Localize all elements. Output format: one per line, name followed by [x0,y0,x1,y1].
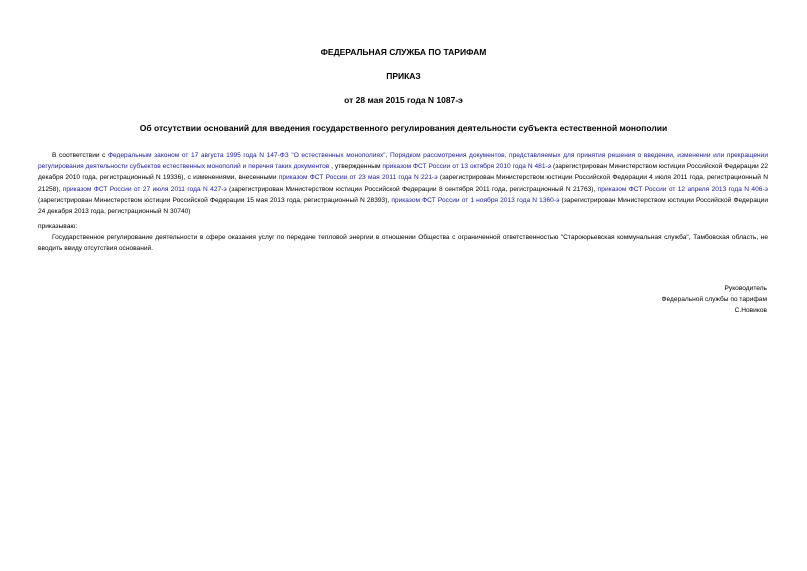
preamble-text: (зарегистрирован Министерством юстиции Российской Федерации 8 сентября 2011 года, регистрационный N 21763), [226,185,598,193]
preamble-text: В соответствии с [52,152,108,159]
link-order-481[interactable]: приказом ФСТ России от 13 октября 2010 года N 481-э [382,163,552,171]
decision-paragraph: Государственное регулирование деятельности в сфере оказания услуг по передаче тепловой энергии в отношении Общества с ограниченной ответственностью "Староюрьевская коммунальная служба", Тамбовская область, не вводить ввиду отсутствия оснований. [38,234,768,253]
signature-role: Руководитель [724,285,767,292]
preamble-text: (зарегистрирован Министерством юстиции Российской Федерации 24 декабря 2013 года, регистрационный N 30740) [38,196,769,216]
preamble-paragraph [38,150,768,217]
link-order-406[interactable]: приказом ФСТ России от 12 апреля 2013 года N 406-э [597,185,768,193]
preamble-text: , [385,152,391,159]
link-order-427[interactable]: приказом ФСТ России от 27 июля 2011 года N 427-э [62,185,227,193]
preamble-text: , утвержденным [329,163,383,171]
preamble-text: (зарегистрирован Министерством юстиции Российской Федерации 15 мая 2013 года, регистрационный N 28393), [38,196,392,204]
signature-org: Федеральной службы по тарифам [661,296,767,304]
preamble-text: (зарегистрирован Министерством юстиции Российской Федерации 4 июля 2011 года, регистрационный N 21258), [38,174,768,193]
document-type: ПРИКАЗ [386,71,421,81]
signature-block [567,283,767,317]
document-title: Об отсутствии оснований для введения государственного регулирования деятельности субъекта естественной монополии [139,123,668,133]
link-order-221[interactable]: приказом ФСТ России от 23 мая 2011 года N 221-э [278,174,438,182]
link-procedure[interactable]: Порядком рассмотрения документов, представляемых для принятия решения о введении, изменении или прекращении регулирования деятельности субъектов естественных монополий и перечня таких документов [38,152,769,171]
orders-label: приказываю: [38,223,78,230]
link-order-1360[interactable]: приказом ФСТ России от 1 ноября 2013 года N 1360-э [391,196,560,204]
link-federal-law[interactable]: Федеральным законом от 17 августа 1995 года N 147-ФЗ "О естественных монополиях" [108,152,386,159]
document-date-number: от 28 мая 2015 года N 1087-э [344,95,463,105]
agency-name: ФЕДЕРАЛЬНАЯ СЛУЖБА ПО ТАРИФАМ [320,47,487,57]
signature-name: С.Новиков [734,307,767,315]
preamble-text: (зарегистрирован Министерством юстиции Российской Федерации 22 декабря 2010 года, регистрационный N 19336), с изменениями, внесенными [38,163,768,182]
